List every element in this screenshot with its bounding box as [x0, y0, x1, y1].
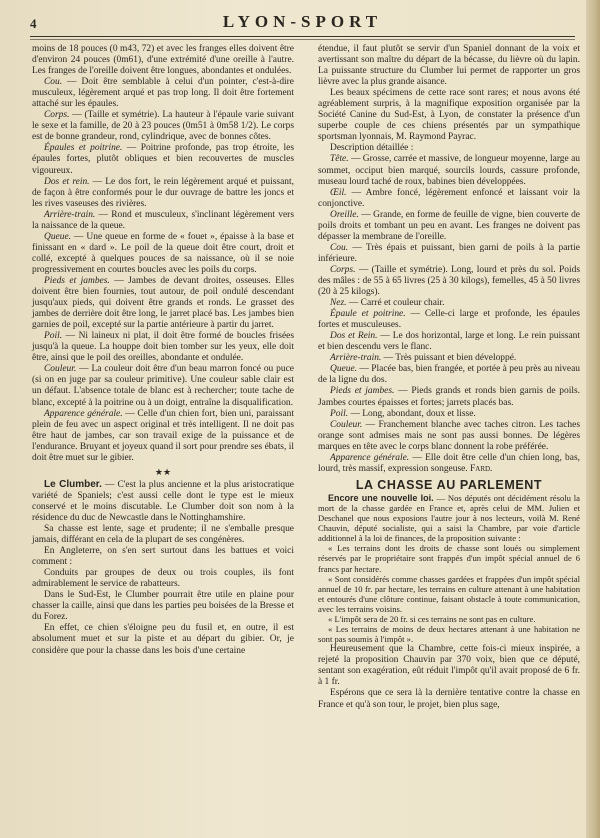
- paragraph: En effet, ce chien s'éloigne peu du fusil et, en outre, il est absolument muet et sur la piste et au départ du gibier. Or, je considère que pour la chasse dans les bois d'une certaine: [32, 623, 294, 656]
- paragraph: Heureusement que la Chambre, cette fois-ci mieux inspirée, a rejeté la proposition Chauvin par 370 voix, bien que ce député, sentant son exagération, eût réduit l'impôt qu'il avait proposé de 6 fr. à 1 fr.: [318, 644, 580, 688]
- section-heading: LA CHASSE AU PARLEMENT: [355, 477, 543, 492]
- paragraph: Couleur. — Franchement blanche avec taches citron. Les taches orange sont admises mais ne sont pas aussi bonnes. De légères marques en tête avec le corps blanc donnent la robe préférée.: [318, 419, 580, 452]
- paragraph: « L'impôt sera de 20 fr. si ces terrains ne sont pas en culture.: [328, 614, 536, 624]
- paragraph: Apparence générale. — Celle d'un chien fort, bien uni, paraissant plein de feu avec un aspect original et très intelligent. Il ne doit pas être haut de jambes, car son travail exige de la puissance et de l'endurance. Bruyant et joyeux quand il sort pour prendre ses ébats, il doit être muet sur le gibier.: [32, 408, 294, 463]
- paragraph: Cou. — Doit être semblable à celui d'un pointer, c'est-à-dire musculeux, légèrement arqué et pas trop long. Il doit être fortement attaché sur les épaules.: [32, 77, 294, 110]
- paragraph: « Sont considérés comme chasses gardées et frappées d'un impôt spécial annuel de 10 fr. par hectare, les terrains en culture attenant à une habitation et entourés d'une clôture continue, faisant obstacle à toute communication, avec les terrains voisins.: [318, 573, 580, 614]
- paragraph: En Angleterre, on s'en sert surtout dans les battues et voici comment :: [32, 546, 294, 568]
- header-rule-secondary: [30, 39, 575, 40]
- paragraph: Les beaux spécimens de cette race sont rares; et nous avons été agréablement surpris, à la magnifique exposition organisée par la Société Canine du Sud-Est, à Lyon, de constater la présence d'un superbe couple de ces chiens présentés par un sympathique sportsman lyonnais, M. Raymond Payrac.: [318, 88, 580, 143]
- paragraph: Corps. — (Taille et symétrie). La hauteur à l'épaule varie suivant le sexe et la famille, de 20 à 23 pouces (0m51 à 0m58 1/2). Le corps est de bonne grandeur, rond, cylindrique, avec de bonnes côtes.: [32, 110, 294, 143]
- paragraph: Corps. — (Taille et symétrie). Long, lourd et près du sol. Poids des mâles : de 55 à 65 livres (25 à 30 kilogs), femelles, 45 à 50 livres (20 à 25 kilogs).: [318, 264, 580, 298]
- paragraph: étendue, il faut plutôt se servir d'un Spaniel donnant de la voix et avertissant son maître du départ de la bécasse, du lièvre où du lapin. La puissante structure du Clumber lui permet de rapporter un gros lièvre avec la plus grande aisance.: [318, 44, 580, 88]
- paragraph: Pieds et jambes. — Jambes de devant droites, osseuses. Elles doivent être bien fournies, tout autour, de poil ondulé descendant jusqu'aux pieds, qui doivent être grands et ronds. Le grasset des jambes de derrière doit être long, le jarret placé bas. Les jambes bien garnies de poil, excepté sur la partie antérieure à partir du jarret.: [32, 275, 294, 331]
- paragraph: Description détaillée :: [330, 143, 414, 154]
- paragraph: Dos et rein. — Le dos fort, le rein légèrement arqué et puissant, de façon à être conformés pour le dur ouvrage de battre les joncs et les rives vaseuses des rivières.: [32, 176, 294, 209]
- paragraph: Conduits par groupes de deux ou trois couples, ils font admirablement le service de rabatteurs.: [32, 568, 294, 590]
- paragraph: Arrière-train. — Très puissant et bien développé.: [330, 353, 517, 364]
- paragraph: Oreille. — Grande, en forme de feuille de vigne, bien couverte de poils droits et tombant un peu en avant. Les franges ne doivent pas dépasser la membrane de l'oreille.: [318, 209, 580, 242]
- paragraph: Queue. — Une queue en forme de « fouet », épaisse à la base et finissant en « dard ». Le poil de la queue doit être court, droit et collé, excepté à quelques pouces de sa naissance, où il se noie progressivement en courtes boucles avec les poils du corps.: [32, 231, 294, 275]
- paragraph: Épaules et poitrine. — Poitrine profonde, pas trop étroite, les épaules fortes, plutôt obliques et bien recouvertes de muscles vigoureux.: [32, 143, 294, 176]
- paragraph: Poil. — Long, abondant, doux et lisse.: [330, 408, 476, 419]
- paragraph: « Les terrains de moins de deux hectares attenant à une habitation ne sont pas soumis à l'impôt ».: [318, 624, 580, 645]
- paragraph: Tête. — Grosse, carrée et massive, de longueur moyenne, large au sommet, occiput bien marqué, sourcils lourds, cassure profonde, museau lourd taché de roux, babines bien développées.: [318, 154, 580, 187]
- paragraph: Arrière-train. — Rond et musculeux, s'inclinant légèrement vers la naissance de la queue.: [32, 209, 294, 231]
- paragraph: « Les terrains dont les droits de chasse sont loués ou simplement réservés par le propriétaire sont frappés d'un impôt spécial annuel de 6 francs par hectare.: [318, 543, 580, 574]
- page-header: [30, 12, 575, 34]
- parliament-article: [318, 493, 580, 644]
- paragraph: Épaule et poitrine. — Celle-ci large et profonde, les épaules fortes et musculeuses.: [318, 309, 580, 331]
- paragraph: Encore une nouvelle loi. — Nos députés ont décidément résolu la mort de la chasse gardée en France et, après celui de MM. Julien et Deschanel que nous exposions l'autre jour à nos lecteurs, voilà M. René Chauvin, député socialiste, qui a saisi la Chambre, par voie d'article additionnel à la loi de finances, de la proposition suivante :: [318, 492, 580, 544]
- paragraph: Poil. — Ni laineux ni plat, il doit être formé de boucles frisées jusqu'à la queue. La houppe doit bien tomber sur les yeux, elle doit être, ainsi que le poil des oreilles, abondante et ondulée.: [32, 331, 294, 364]
- paragraph: Pieds et jambes. — Pieds grands et ronds bien garnis de poils. Jambes courtes épaisses et fortes; jarrets placés bas.: [318, 386, 581, 408]
- right-column: [318, 44, 580, 711]
- header-rule: [30, 36, 575, 37]
- paragraph: Sa chasse est lente, sage et prudente; il ne s'emballe presque jamais, différant en cela de la plupart de ses congénères.: [32, 524, 294, 546]
- paragraph: Le Clumber. — C'est la plus ancienne et la plus aristocratique variété de Spaniels; c'est aussi celle dont le type est le mieux conservé et le moins discutable. Le Clumber doit son nom à la résidence du duc de Newcastle dans le Nottinghamshire.: [32, 478, 294, 523]
- paragraph: Cou. — Très épais et puissant, bien garni de poils à la partie inférieure.: [318, 242, 580, 264]
- masthead-title: LYON-SPORT: [222, 12, 383, 31]
- paragraph: Espérons que ce sera là la dernière tentative contre la chasse en France et qu'à son tour, le projet, bien plus sage,: [318, 688, 580, 710]
- paragraph: Œil. — Ambre foncé, légèrement enfoncé et laissant voir la conjonctive.: [318, 187, 580, 209]
- paragraph: Nez. — Carré et couleur chair.: [330, 298, 445, 309]
- section-divider-stars: ★★: [154, 466, 172, 477]
- paragraph: moins de 18 pouces (0 m43, 72) et avec les franges elles doivent être d'environ 24 pouces (0m61), d'une extrémité d'une oreille à l'autre. Les franges de l'oreille doivent être longues, abondantes et ondulées.: [32, 44, 294, 77]
- paragraph: Dans le Sud-Est, le Clumber pourrait être utile en plaine pour chasser la caille, ainsi que dans les parties peu boisées de la Bresse et du Forez.: [32, 590, 294, 623]
- page-edge: [586, 0, 600, 838]
- paragraph: Couleur. — La couleur doit être d'un beau marron foncé ou puce (si on en juge par sa couleur primitive). Une couleur sable clair est un défaut. L'absence totale de blanc est à rechercher; toute tache de blanc, excepté à la poitrine ou à un doigt, entraîne la disqualification.: [32, 364, 294, 408]
- paragraph: Queue. — Placée bas, bien frangée, et portée à peu près au niveau de la ligne du dos.: [318, 364, 580, 386]
- paragraph: Dos et Rein. — Le dos horizontal, large et long. Le rein puissant et bien descendu vers le flanc.: [318, 331, 581, 353]
- page-number: 4: [30, 16, 37, 31]
- author-signature: Fard.: [470, 463, 493, 474]
- left-column: [32, 44, 294, 657]
- paragraph: Apparence générale. — Elle doit être celle d'un chien long, bas, lourd, très massif, expression songeuse. Fard.: [318, 452, 580, 474]
